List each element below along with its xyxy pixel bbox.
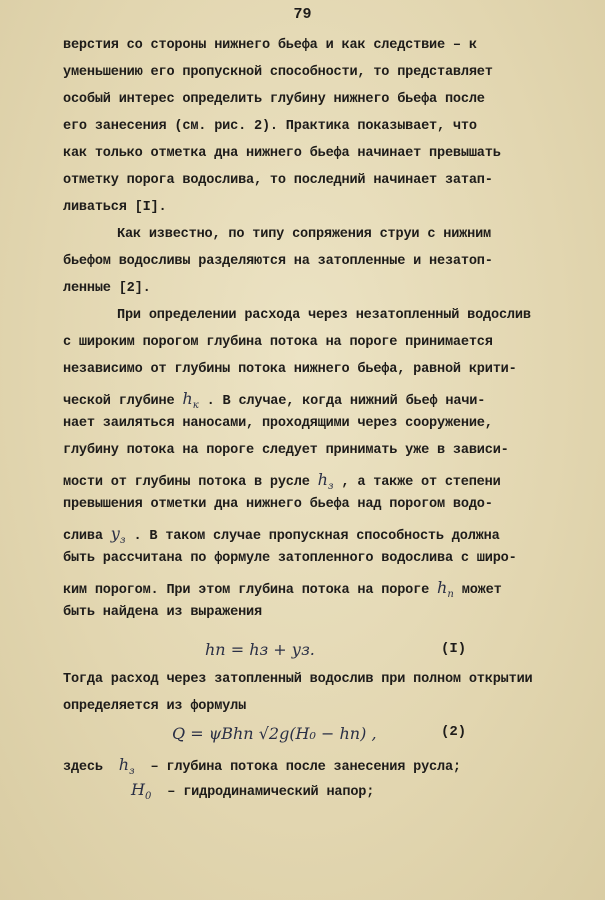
handwritten-symbol: $h_п$ <box>437 578 454 600</box>
equation-1-number: (I) <box>441 641 467 657</box>
handwritten-symbol: $h_к$ <box>182 389 199 411</box>
text-fragment: . В таком случае пропускная способность должна <box>133 529 500 544</box>
text-line: его занесения (см. рис. 2). Практика показывает, что <box>63 119 477 134</box>
text-line: глубину потока на пороге следует принимать уже в зависи- <box>63 443 509 458</box>
handwritten-symbol: $h_з$ <box>317 470 334 492</box>
legend-description: – глубина потока после занесения русла; <box>150 760 461 775</box>
text-fragment: мости от глубины потока в русле <box>63 475 310 490</box>
handwritten-symbol: $H_0$ <box>131 780 152 802</box>
legend-prefix: здесь <box>63 760 103 775</box>
text-line-with-symbol <box>63 578 502 600</box>
equation-1: hп = hз + уз. <box>205 640 315 659</box>
text-line: верстия со стороны нижнего бьефа и как следствие – к <box>63 38 477 53</box>
text-line: бьефом водосливы разделяются на затопленные и незатоп- <box>63 254 493 269</box>
equation-2: Q = ψBhп √2g(H₀ − hп) , <box>172 724 377 743</box>
text-fragment: . В случае, когда нижний бьеф начи- <box>206 394 486 409</box>
text-line: отметку порога водослива, то последний начинает затап- <box>63 173 493 188</box>
text-line: как только отметка дна нижнего бьефа начинает превышать <box>63 146 501 161</box>
text-line: независимо от глубины потока нижнего бьефа, равной крити- <box>63 362 517 377</box>
text-line: превышения отметки дна нижнего бьефа над порогом водо- <box>63 497 493 512</box>
text-line: ленные [2]. <box>63 281 151 296</box>
text-line: ливаться [I]. <box>63 200 167 215</box>
text-line-with-symbol <box>63 389 485 411</box>
text-fragment: слива <box>63 529 103 544</box>
text-line: уменьшению его пропускной способности, то представляет <box>63 65 493 80</box>
text-line-with-symbol <box>63 470 501 492</box>
legend-line <box>131 780 374 802</box>
text-line: быть рассчитана по формуле затопленного водослива с широ- <box>63 551 517 566</box>
text-line: Тогда расход через затопленный водослив при полном открытии <box>63 672 533 687</box>
text-line: определяется из формулы <box>63 699 247 714</box>
text-line: При определении расхода через незатопленный водослив <box>117 308 531 323</box>
text-line-with-symbol <box>63 524 500 546</box>
text-fragment: может <box>461 583 502 598</box>
text-fragment: ким порогом. При этом глубина потока на пороге <box>63 583 430 598</box>
text-line: особый интерес определить глубину нижнего бьефа после <box>63 92 485 107</box>
text-fragment: , а также от степени <box>341 475 501 490</box>
legend-line <box>63 755 461 777</box>
text-line: с широким порогом глубина потока на пороге принимается <box>63 335 493 350</box>
text-line: быть найдена из выражения <box>63 605 262 620</box>
text-line: Как известно, по типу сопряжения струи с нижним <box>117 227 492 242</box>
legend-description: – гидродинамический напор; <box>167 785 375 800</box>
text-line: нает заиляться наносами, проходящими через сооружение, <box>63 416 493 431</box>
handwritten-symbol: $h_з$ <box>118 755 135 777</box>
text-fragment: ческой глубине <box>63 394 175 409</box>
handwritten-symbol: $у_з$ <box>110 524 126 546</box>
equation-2-number: (2) <box>441 724 467 740</box>
page-number: 79 <box>293 6 312 23</box>
